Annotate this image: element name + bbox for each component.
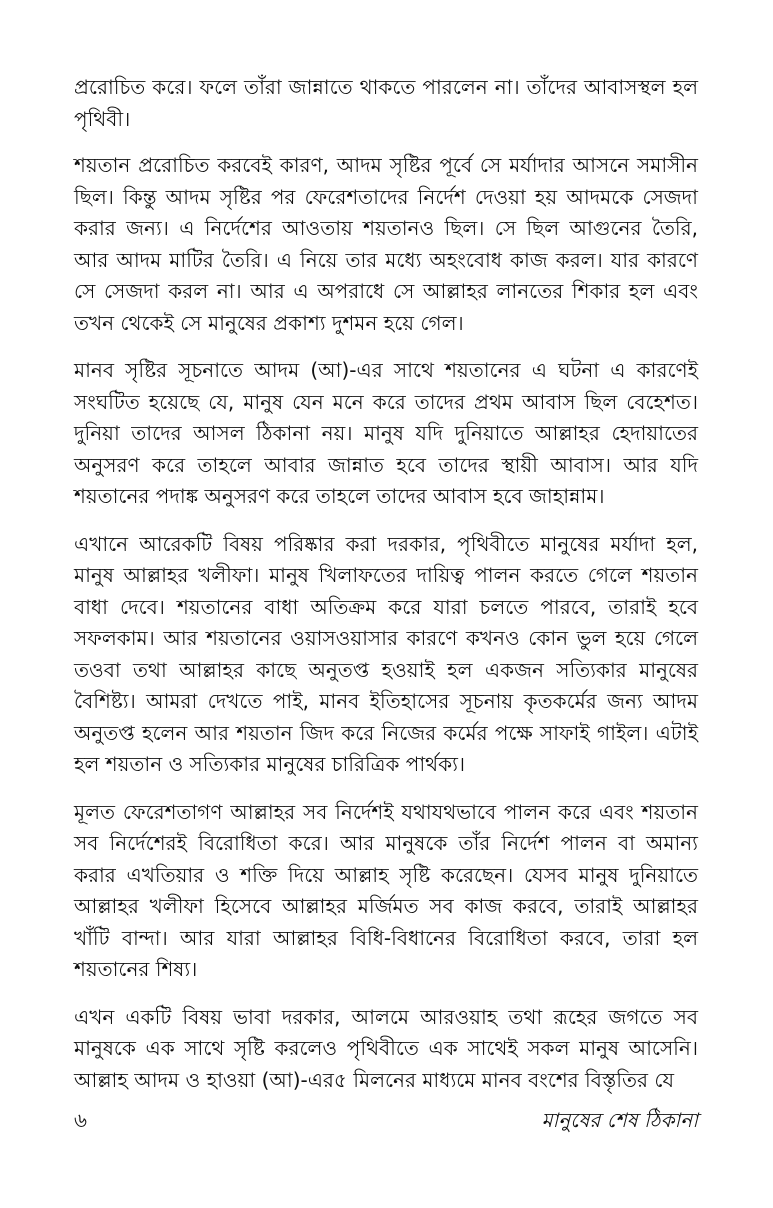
paragraph-4: এখানে আরেকটি বিষয় পরিষ্কার করা দরকার, পৃথিবীতে মানুষের মর্যাদা হল, মানুষ আল্লাহর খলীফা। মানুষ খিলাফতের দায়িত্ব পালন করতে গেলে শয়তান বাধা দেবে। শয়তানের বাধা অতিক্রম করে যারা চলতে পারবে, তারাই হবে সফলকাম। আর শয়তানের ওয়াসওয়াসার কারণে কখনও কোন ভুল হয়ে গেলে তওবা তথা আল্লাহর কাছে অনুতপ্ত হওয়াই হল একজন সত্যিকার মানুষের বৈশিষ্ট্য। আমরা দেখতে পাই, মানব ইতিহাসের সূচনায় কৃতকর্মের জন্য আদম অনুতপ্ত হলেন আর শয়তান জিদ করে নিজের কর্মের পক্ষে সাফাই গাইল। এটাই হল শয়তান ও সত্যিকার মানুষের চারিত্রিক পার্থক্য। — [74, 531, 698, 776]
paragraph-5: মূলত ফেরেশতাগণ আল্লাহর সব নির্দেশই যথাযথভাবে পালন করে এবং শয়তান সব নির্দেশেরই বিরোধিতা করে। আর মানুষকে তাঁর নির্দেশ পালন বা অমান্য করার এখতিয়ার ও শক্তি দিয়ে আল্লাহ সৃষ্টি করেছেন। যেসব মানুষ দুনিয়াতে আল্লাহর খলীফা হিসেবে আল্লাহর মর্জিমত সব কাজ করবে, তারাই আল্লাহর খাঁটি বান্দা। আর যারা আল্লাহর বিধি-বিধানের বিরোধিতা করবে, তারা হল শয়তানের শিষ্য। — [74, 799, 698, 981]
paragraph-3: মানব সৃষ্টির সূচনাতে আদম (আ)-এর সাথে শয়তানের এ ঘটনা এ কারণেই সংঘটিত হয়েছে যে, মানুষ যেন মনে করে তাদের প্রথম আবাস ছিল বেহেশত। দুনিয়া তাদের আসল ঠিকানা নয়। মানুষ যদি দুনিয়াতে আল্লাহর হেদায়াতের অনুসরণ করে তাহলে আবার জান্নাত হবে তাদের স্থায়ী আবাস। আর যদি শয়তানের পদাঙ্ক অনুসরণ করে তাহলে তাদের আবাস হবে জাহান্নাম। — [74, 358, 698, 508]
page-footer — [74, 1103, 698, 1137]
running-title: মানুষের শেষ ঠিকানা — [541, 1108, 698, 1132]
page-body — [74, 72, 698, 1112]
paragraph-6: এখন একটি বিষয় ভাবা দরকার, আলমে আরওয়াহ তথা রূহের জগতে সব মানুষকে এক সাথে সৃষ্টি করলেও পৃথিবীতে এক সাথেই সকল মানুষ আসেনি। আল্লাহ আদম ও হাওয়া (আ)-এর৫ মিলনের মাধ্যমে মানব বংশের বিস্তৃতির যে — [74, 1004, 698, 1092]
paragraph-1: প্ররোচিত করে। ফলে তাঁরা জান্নাতে থাকতে পারলেন না। তাঁদের আবাসস্থল হল পৃথিবী। — [74, 75, 698, 131]
paragraph-2: শয়তান প্ররোচিত করবেই কারণ, আদম সৃষ্টির পূর্বে সে মর্যাদার আসনে সমাসীন ছিল। কিন্তু আদম সৃষ্টির পর ফেরেশতাদের নির্দেশ দেওয়া হয় আদমকে সেজদা করার জন্য। এ নির্দেশের আওতায় শয়তানও ছিল। সে ছিল আগুনের তৈরি, আর আদম মাটির তৈরি। এ নিয়ে তার মধ্যে অহংবোধ কাজ করল। যার কারণে সে সেজদা করল না। আর এ অপরাধে সে আল্লাহর লানতের শিকার হল এবং তখন থেকেই সে মানুষের প্রকাশ্য দুশমন হয়ে গেল। — [74, 153, 698, 335]
page-number: ৬ — [74, 1108, 88, 1132]
